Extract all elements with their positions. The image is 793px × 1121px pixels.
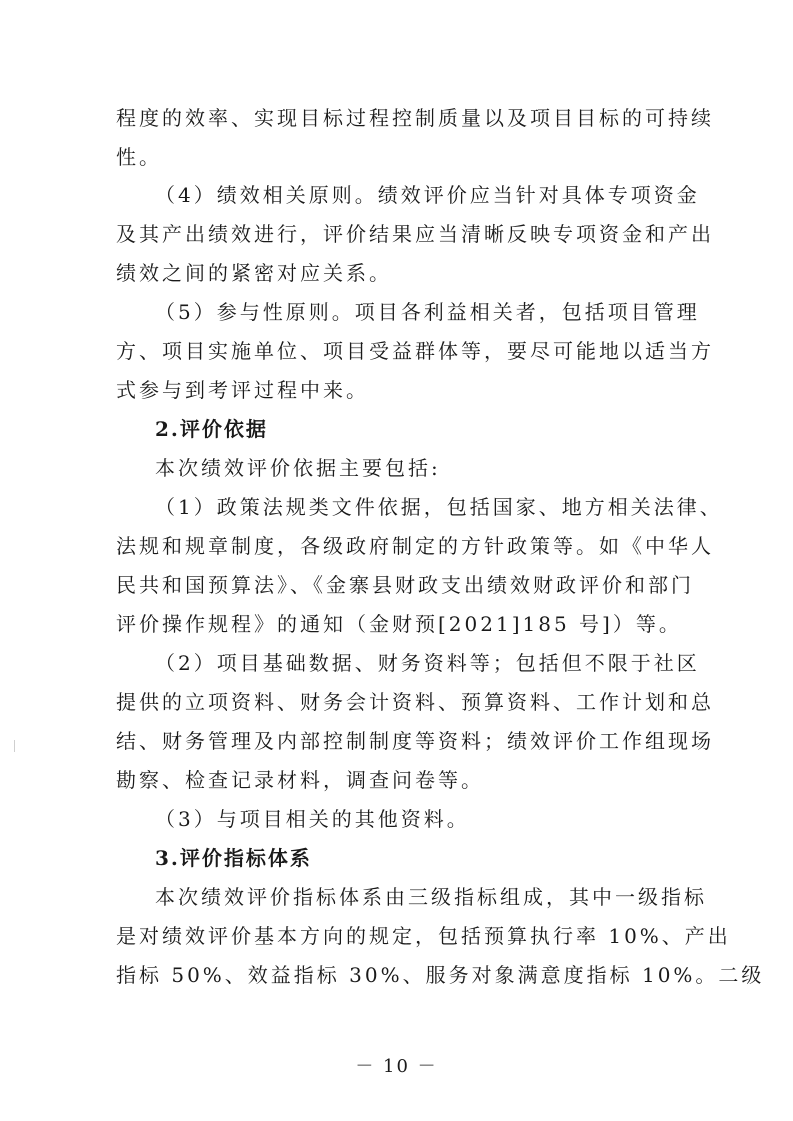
- body-text-line: 法规和规章制度，各级政府制定的方针政策等。如《中华人: [116, 534, 714, 558]
- page-number: － 10 －: [355, 1056, 438, 1077]
- body-text-line: 程度的效率、实现目标过程控制质量以及项目目标的可持续: [116, 106, 714, 130]
- body-text-line: 是对绩效评价基本方向的规定，包括预算执行率 10%、产出: [116, 924, 731, 948]
- body-text-line: 本次绩效评价依据主要包括:: [155, 456, 441, 480]
- body-text-line: 绩效之间的紧密对应关系。: [116, 261, 392, 285]
- body-text-line: （4）绩效相关原则。绩效评价应当针对具体专项资金: [155, 183, 700, 207]
- body-text-line: 及其产出绩效进行，评价结果应当清晰反映专项资金和产出: [116, 222, 714, 246]
- body-text-line: 勘察、检查记录材料，调查问卷等。: [116, 768, 484, 792]
- body-text-line: 式参与到考评过程中来。: [116, 378, 369, 402]
- body-text-line: 民共和国预算法》、《金寨县财政支出绩效财政评价和部门: [116, 573, 694, 597]
- section-heading: 3.评价指标体系: [155, 846, 312, 870]
- body-text-line: （5）参与性原则。项目各利益相关者，包括项目管理: [155, 300, 700, 324]
- scan-artifact: [14, 740, 15, 752]
- body-text-line: （3）与项目相关的其他资料。: [155, 807, 470, 831]
- body-text-line: （2）项目基础数据、财务资料等；包括但不限于社区: [155, 651, 700, 675]
- body-text-line: 结、财务管理及内部控制制度等资料；绩效评价工作组现场: [116, 729, 714, 753]
- body-text-line: 本次绩效评价指标体系由三级指标组成，其中一级指标: [155, 885, 707, 909]
- body-text-line: 评价操作规程》的通知（金财预[2021]185 号]）等。: [116, 612, 682, 636]
- body-text-line: 指标 50%、效益指标 30%、服务对象满意度指标 10%。二级: [116, 963, 765, 987]
- body-text-line: 性。: [116, 145, 162, 169]
- section-heading: 2.评价依据: [155, 417, 268, 441]
- body-text-line: 方、项目实施单位、项目受益群体等，要尽可能地以适当方: [116, 339, 714, 363]
- body-text-line: 提供的立项资料、财务会计资料、预算资料、工作计划和总: [116, 690, 714, 714]
- body-text-line: （1）政策法规类文件依据，包括国家、地方相关法律、: [155, 495, 723, 519]
